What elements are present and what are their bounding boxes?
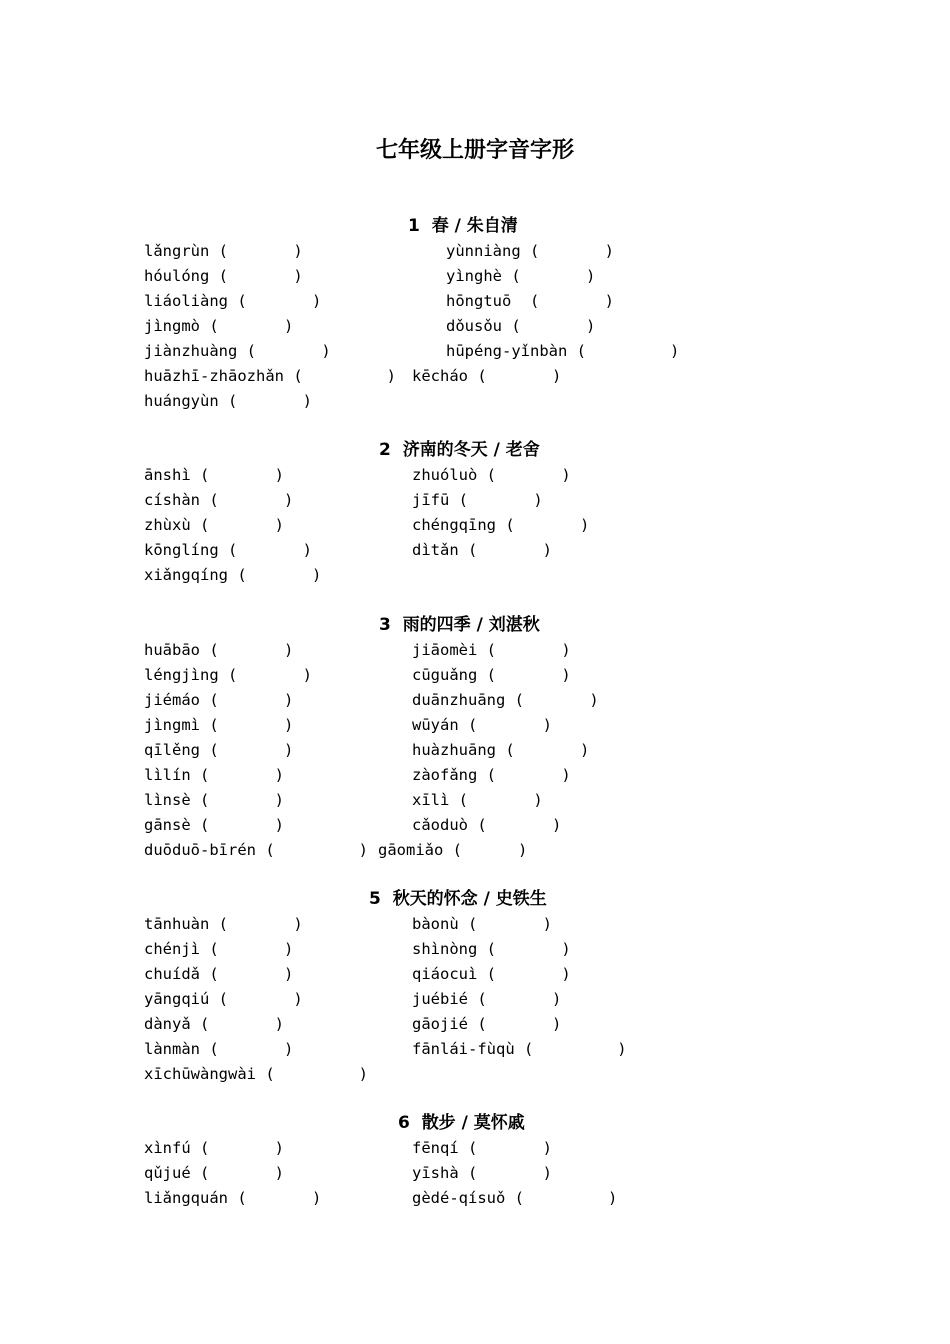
- section-author: 莫怀戚: [473, 1113, 525, 1133]
- pinyin-entry: [144, 488, 293, 513]
- answer-blank: ( ): [496, 741, 590, 759]
- section-title: 济南的冬天: [402, 440, 488, 460]
- answer-blank: ( ): [477, 766, 571, 784]
- pinyin-text: jīfū: [412, 491, 450, 509]
- section-number: 3: [379, 615, 391, 635]
- pinyin-entry: [412, 763, 571, 788]
- section-number: 5: [369, 889, 381, 909]
- answer-blank: ( ): [468, 1015, 562, 1033]
- pinyin-entry: [412, 1037, 627, 1062]
- pinyin-text: ānshì: [144, 466, 191, 484]
- pinyin-entry: [412, 738, 589, 763]
- pinyin-text: jiémáo: [144, 691, 200, 709]
- answer-blank: ( ): [190, 791, 284, 809]
- answer-blank: ( ): [190, 816, 284, 834]
- answer-blank: ( ): [190, 1015, 284, 1033]
- pinyin-entry: [144, 538, 312, 563]
- answer-blank: ( ): [468, 367, 562, 385]
- pinyin-text: zàofǎng: [412, 766, 478, 784]
- answer-blank: ( ): [449, 791, 543, 809]
- section-title: 雨的四季: [402, 615, 471, 635]
- section-author: 史铁生: [495, 889, 547, 909]
- section-heading: 1 春 / 朱自清: [408, 216, 518, 236]
- pinyin-text: fānlái-fùqù: [412, 1040, 515, 1058]
- pinyin-entry: [144, 364, 396, 389]
- pinyin-text: duānzhuāng: [412, 691, 506, 709]
- pinyin-text: liǎngquán: [144, 1189, 228, 1207]
- pinyin-entry: [412, 962, 571, 987]
- answer-blank: ( ): [200, 1040, 294, 1058]
- answer-blank: ( ): [458, 915, 552, 933]
- pinyin-entry: [412, 488, 543, 513]
- pinyin-text: kōnglíng: [144, 541, 219, 559]
- section-number: 2: [379, 440, 391, 460]
- pinyin-entry: [144, 962, 293, 987]
- answer-blank: ( ): [477, 466, 571, 484]
- pinyin-entry: [144, 314, 293, 339]
- answer-blank: ( ): [283, 367, 396, 385]
- pinyin-entry: [144, 838, 368, 863]
- pinyin-text: hōngtuō: [446, 292, 512, 310]
- pinyin-entry: [144, 289, 321, 314]
- pinyin-text: duōduō-bīrén: [144, 841, 256, 859]
- pinyin-text: jiāomèi: [412, 641, 478, 659]
- pinyin-text: lìlín: [144, 766, 191, 784]
- answer-blank: ( ): [443, 841, 528, 859]
- pinyin-text: tānhuàn: [144, 915, 210, 933]
- pinyin-text: dànyǎ: [144, 1015, 191, 1033]
- pinyin-entry: [144, 788, 284, 813]
- section-heading: 3 雨的四季 / 刘湛秋: [379, 615, 540, 635]
- section-heading: 2 济南的冬天 / 老舍: [379, 440, 540, 460]
- pinyin-text: lǎngrùn: [144, 242, 210, 260]
- answer-blank: ( ): [458, 1139, 552, 1157]
- pinyin-entry: [144, 563, 321, 588]
- pinyin-entry: [144, 763, 284, 788]
- pinyin-text: wūyán: [412, 716, 459, 734]
- answer-blank: ( ): [228, 292, 322, 310]
- pinyin-entry: [144, 912, 303, 937]
- answer-blank: ( ): [190, 466, 284, 484]
- answer-blank: ( ): [218, 541, 312, 559]
- pinyin-entry: [144, 738, 293, 763]
- answer-blank: ( ): [209, 990, 303, 1008]
- section-number: 6: [398, 1113, 410, 1133]
- pinyin-text: xīchūwàngwài: [144, 1065, 256, 1083]
- pinyin-text: chuídǎ: [144, 965, 200, 983]
- pinyin-text: kēcháo: [412, 367, 468, 385]
- pinyin-entry: [412, 513, 589, 538]
- pinyin-entry: [144, 987, 303, 1012]
- pinyin-text: chéngqīng: [412, 516, 496, 534]
- pinyin-entry: [144, 1012, 284, 1037]
- pinyin-text: zhuóluò: [412, 466, 478, 484]
- pinyin-entry: [412, 638, 571, 663]
- pinyin-text: gānsè: [144, 816, 191, 834]
- answer-blank: ( ): [209, 915, 303, 933]
- section-number: 1: [408, 216, 420, 236]
- pinyin-text: shìnòng: [412, 940, 478, 958]
- section-heading: 5 秋天的怀念 / 史铁生: [369, 889, 547, 909]
- pinyin-entry: [144, 663, 312, 688]
- pinyin-text: zhùxù: [144, 516, 191, 534]
- pinyin-text: hóulóng: [144, 267, 210, 285]
- pinyin-entry: [144, 463, 284, 488]
- pinyin-entry: [412, 364, 561, 389]
- answer-blank: ( ): [520, 242, 614, 260]
- pinyin-text: lìnsè: [144, 791, 191, 809]
- pinyin-entry: [412, 663, 571, 688]
- answer-blank: ( ): [200, 965, 294, 983]
- pinyin-entry: [144, 937, 293, 962]
- answer-blank: ( ): [190, 1164, 284, 1182]
- answer-blank: ( ): [458, 541, 552, 559]
- answer-blank: ( ): [200, 317, 294, 335]
- pinyin-entry: [144, 1037, 293, 1062]
- answer-blank: ( ): [200, 491, 294, 509]
- pinyin-text: liáoliàng: [144, 292, 228, 310]
- answer-blank: ( ): [468, 990, 562, 1008]
- pinyin-text: cǎoduò: [412, 816, 468, 834]
- section-author: 刘湛秋: [488, 615, 540, 635]
- pinyin-text: huàzhuāng: [412, 741, 496, 759]
- pinyin-entry: [412, 713, 552, 738]
- answer-blank: ( ): [218, 392, 312, 410]
- section-author: 朱自清: [466, 216, 518, 236]
- section-title: 秋天的怀念: [392, 889, 478, 909]
- pinyin-text: gèdé-qísuǒ: [412, 1189, 506, 1207]
- answer-blank: ( ): [477, 940, 571, 958]
- pinyin-entry: [144, 513, 284, 538]
- answer-blank: ( ): [200, 691, 294, 709]
- answer-blank: ( ): [200, 716, 294, 734]
- answer-blank: ( ): [502, 267, 596, 285]
- answer-blank: ( ): [209, 242, 303, 260]
- answer-blank: ( ): [200, 741, 294, 759]
- pinyin-entry: [144, 1161, 284, 1186]
- answer-blank: ( ): [190, 766, 284, 784]
- pinyin-entry: [144, 389, 312, 414]
- answer-blank: ( ): [567, 342, 680, 360]
- pinyin-text: juébié: [412, 990, 468, 1008]
- pinyin-text: gāojié: [412, 1015, 468, 1033]
- answer-blank: ( ): [458, 1164, 552, 1182]
- pinyin-entry: [144, 1062, 368, 1087]
- page-title: 七年级上册字音字形: [375, 138, 574, 163]
- pinyin-entry: [144, 688, 293, 713]
- answer-blank: ( ): [505, 1189, 618, 1207]
- section-title: 散步: [421, 1113, 456, 1133]
- pinyin-entry: [446, 264, 595, 289]
- answer-blank: ( ): [477, 965, 571, 983]
- pinyin-text: bàonù: [412, 915, 459, 933]
- section-title: 春: [431, 216, 449, 236]
- answer-blank: ( ): [505, 691, 599, 709]
- answer-blank: ( ): [477, 666, 571, 684]
- pinyin-text: jìngmì: [144, 716, 200, 734]
- answer-blank: ( ): [190, 516, 284, 534]
- answer-blank: ( ): [468, 816, 562, 834]
- pinyin-entry: [144, 1136, 284, 1161]
- section-heading: 6 散步 / 莫怀戚: [398, 1113, 525, 1133]
- pinyin-entry: [412, 1136, 552, 1161]
- pinyin-entry: [412, 912, 552, 937]
- pinyin-entry: [144, 713, 293, 738]
- pinyin-entry: [412, 1161, 552, 1186]
- pinyin-text: qīlěng: [144, 741, 200, 759]
- answer-blank: ( ): [449, 491, 543, 509]
- pinyin-text: dǒusǒu: [446, 317, 502, 335]
- answer-blank: ( ): [496, 516, 590, 534]
- pinyin-text: qiáocuì: [412, 965, 478, 983]
- pinyin-text: huāzhī-zhāozhǎn: [144, 367, 284, 385]
- answer-blank: ( ): [255, 1065, 368, 1083]
- pinyin-entry: [144, 339, 331, 364]
- pinyin-entry: [412, 937, 571, 962]
- answer-blank: ( ): [228, 566, 322, 584]
- pinyin-text: xìnfú: [144, 1139, 191, 1157]
- answer-blank: ( ): [218, 666, 312, 684]
- pinyin-entry: [144, 239, 303, 264]
- section-author: 老舍: [505, 440, 540, 460]
- pinyin-text: huángyùn: [144, 392, 219, 410]
- pinyin-text: gāomiǎo: [378, 841, 444, 859]
- pinyin-text: jìngmò: [144, 317, 200, 335]
- pinyin-entry: [144, 1186, 321, 1211]
- answer-blank: ( ): [200, 940, 294, 958]
- pinyin-text: dìtǎn: [412, 541, 459, 559]
- pinyin-entry: [144, 638, 293, 663]
- pinyin-entry: [412, 463, 571, 488]
- pinyin-text: yīshà: [412, 1164, 459, 1182]
- pinyin-text: chénjì: [144, 940, 200, 958]
- answer-blank: ( ): [514, 1040, 627, 1058]
- answer-blank: ( ): [502, 317, 596, 335]
- pinyin-entry: [446, 239, 614, 264]
- pinyin-entry: [412, 688, 599, 713]
- answer-blank: ( ): [228, 1189, 322, 1207]
- answer-blank: ( ): [209, 267, 303, 285]
- answer-blank: ( ): [200, 641, 294, 659]
- pinyin-text: jiànzhuàng: [144, 342, 238, 360]
- answer-blank: ( ): [477, 641, 571, 659]
- pinyin-entry: [144, 264, 303, 289]
- answer-blank: ( ): [458, 716, 552, 734]
- pinyin-entry: [144, 813, 284, 838]
- pinyin-entry: [412, 1186, 617, 1211]
- pinyin-text: lànmàn: [144, 1040, 200, 1058]
- pinyin-entry: [412, 813, 561, 838]
- pinyin-text: léngjìng: [144, 666, 219, 684]
- pinyin-entry: [412, 538, 552, 563]
- pinyin-entry: [446, 314, 595, 339]
- pinyin-text: yāngqiú: [144, 990, 210, 1008]
- pinyin-entry: [412, 788, 543, 813]
- answer-blank: ( ): [255, 841, 368, 859]
- answer-blank: ( ): [511, 292, 614, 310]
- pinyin-text: hūpéng-yǐnbàn: [446, 342, 568, 360]
- pinyin-text: huābāo: [144, 641, 200, 659]
- answer-blank: ( ): [190, 1139, 284, 1157]
- pinyin-text: xiǎngqíng: [144, 566, 228, 584]
- pinyin-entry: [412, 987, 561, 1012]
- pinyin-text: qǔjué: [144, 1164, 191, 1182]
- pinyin-entry: [412, 1012, 561, 1037]
- pinyin-text: yìnghè: [446, 267, 502, 285]
- pinyin-text: xīlì: [412, 791, 450, 809]
- pinyin-entry: [378, 838, 527, 863]
- pinyin-text: císhàn: [144, 491, 200, 509]
- pinyin-entry: [446, 289, 614, 314]
- pinyin-text: cūguǎng: [412, 666, 478, 684]
- pinyin-text: fēnqí: [412, 1139, 459, 1157]
- answer-blank: ( ): [237, 342, 331, 360]
- pinyin-text: yùnniàng: [446, 242, 521, 260]
- pinyin-entry: [446, 339, 679, 364]
